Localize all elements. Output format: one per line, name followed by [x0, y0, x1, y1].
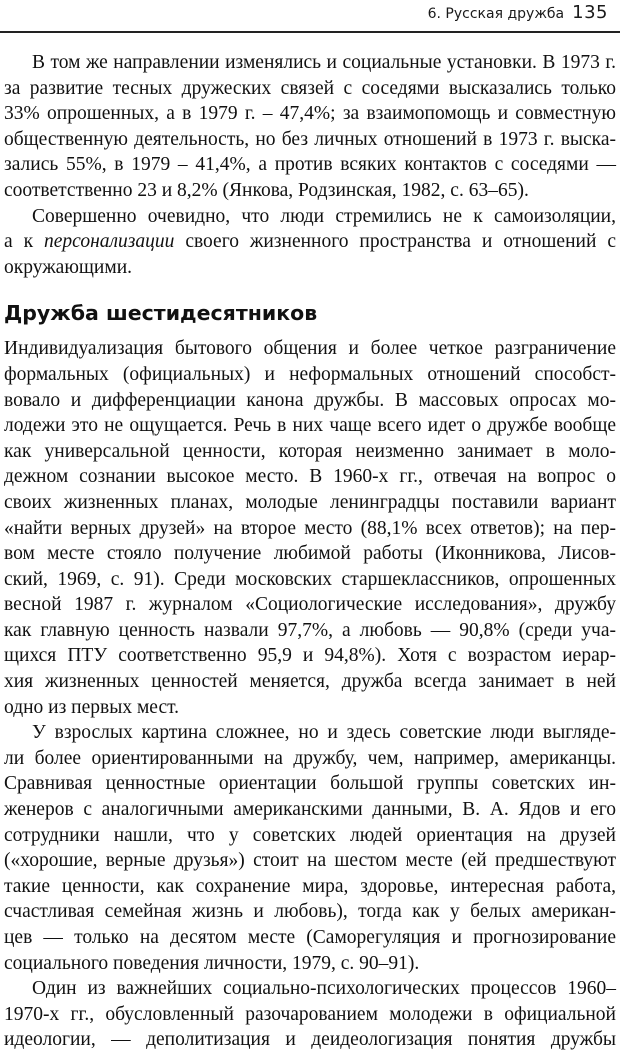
text-line: лодежи это не ощущается. Речь в них чаще всего идет о дружбе вообще: [4, 415, 616, 437]
emphasized-term: персонализации: [44, 231, 175, 253]
text-line: В том же направлении изменялись и социальные установки. В 1973 г.: [32, 52, 616, 73]
text-line: Индивидуализация бытового общения и более четкое разграничение: [4, 338, 616, 360]
text-line: окружающими.: [4, 256, 133, 278]
text-line: за развитие тесных дружеских связей с соседями высказались только: [4, 77, 616, 99]
text-fragment: а к: [4, 231, 45, 253]
section-heading: Дружба шестидесятников: [4, 301, 318, 326]
paragraph-friendship-canon: [4, 336, 616, 720]
text-line: («хорошие, верные друзья») стоит на шестом месте (ей предшествуют: [4, 850, 616, 872]
text-line: У взрослых картина сложнее, но и здесь советские люди выгляде-: [32, 722, 616, 744]
body-text: [4, 50, 616, 1053]
paragraph-adults-comparison: [4, 720, 616, 976]
running-head: [428, 2, 608, 23]
text-line: 33% опрошенных, а в 1979 г. – 47,4%; за взаимопомощь и совместную: [4, 103, 616, 125]
text-line: социального поведения личности, 1979, с. 90–91).: [4, 952, 420, 974]
paragraph-depoliticization: [4, 976, 616, 1053]
text-line: 1970-х гг., обусловленный разочарованием молодежи в официальной: [4, 1003, 616, 1025]
page-number: 135: [572, 2, 608, 23]
text-line: [4, 229, 616, 255]
paragraph-social-attitudes: [4, 50, 616, 204]
text-line: вом месте стояло получение любимой работы (Иконникова, Лисов-: [4, 543, 616, 565]
text-line: ский, 1969, с. 91). Среди московских старшеклассников, опрошенных: [4, 568, 616, 590]
text-line: дежном сознании высокое место. В 1960-х гг., отвечая на вопрос о: [4, 466, 616, 488]
text-line: как универсальной ценности, которая неизменно занимает в моло-: [4, 440, 616, 462]
running-head-section-title: 6. Русская дружба: [427, 6, 565, 22]
text-line: счастливая семейная жизнь и любовь), тогда как у белых американ-: [4, 901, 616, 923]
text-line: «найти верных друзей» на второе место (88,1% всех ответов); на пер-: [4, 517, 616, 539]
text-line: хия жизненных ценностей меняется, дружба всегда занимает в ней: [4, 671, 616, 693]
text-line: своих жизненных планах, молодые ленинградцы поставили вариант: [4, 491, 616, 513]
text-line: одно из первых мест.: [4, 696, 180, 718]
text-line: щихся ПТУ соответственно 95,9 и 94,8%). Хотя с возрастом иерар-: [4, 645, 616, 667]
text-line: весной 1987 г. журналом «Социологические исследования», дружбу: [4, 594, 616, 616]
text-line: Совершенно очевидно, что люди стремились не к самоизоляции,: [32, 205, 616, 227]
text-line: сотрудники нашли, что у советских людей ориентация на друзей: [4, 824, 616, 846]
text-line: ли более ориентированными на дружбу, чем, например, американцы.: [4, 747, 616, 769]
text-line: зались 55%, в 1979 – 41,4%, а против всяких контактов с соседями —: [4, 154, 616, 176]
text-line: Сравнивая ценностные ориентации большой группы советских ин-: [4, 773, 616, 795]
text-line: формальных (официальных) и неформальных отношений способст-: [4, 363, 616, 385]
text-line: идеологии, — деполитизация и деидеологизация понятия дружбы: [4, 1029, 616, 1051]
text-line: вовало и дифференциации канона дружбы. В массовых опросах мо-: [4, 389, 616, 411]
paragraph-personalization: [4, 204, 616, 281]
text-line: такие ценности, как сохранение мира, здоровье, интересная работа,: [4, 875, 616, 897]
text-line: общественную деятельность, но без личных отношений в 1973 г. выска-: [4, 128, 616, 150]
text-fragment: своего жизненного пространства и отношений с: [174, 231, 616, 253]
text-line: Один из важнейших социально-психологических процессов 1960–: [32, 978, 616, 1000]
text-line: женеров с аналогичными американскими данными, В. А. Ядов и его: [4, 799, 616, 821]
text-line: цев — только на десятом месте (Саморегуляция и прогнозирование: [4, 927, 616, 948]
text-line: соответственно 23 и 8,2% (Янкова, Родзинская, 1982, с. 63–65).: [4, 179, 529, 201]
header-rule: [0, 31, 620, 33]
text-line: как главную ценность назвали 97,7%, а любовь — 90,8% (среди уча-: [4, 619, 616, 641]
